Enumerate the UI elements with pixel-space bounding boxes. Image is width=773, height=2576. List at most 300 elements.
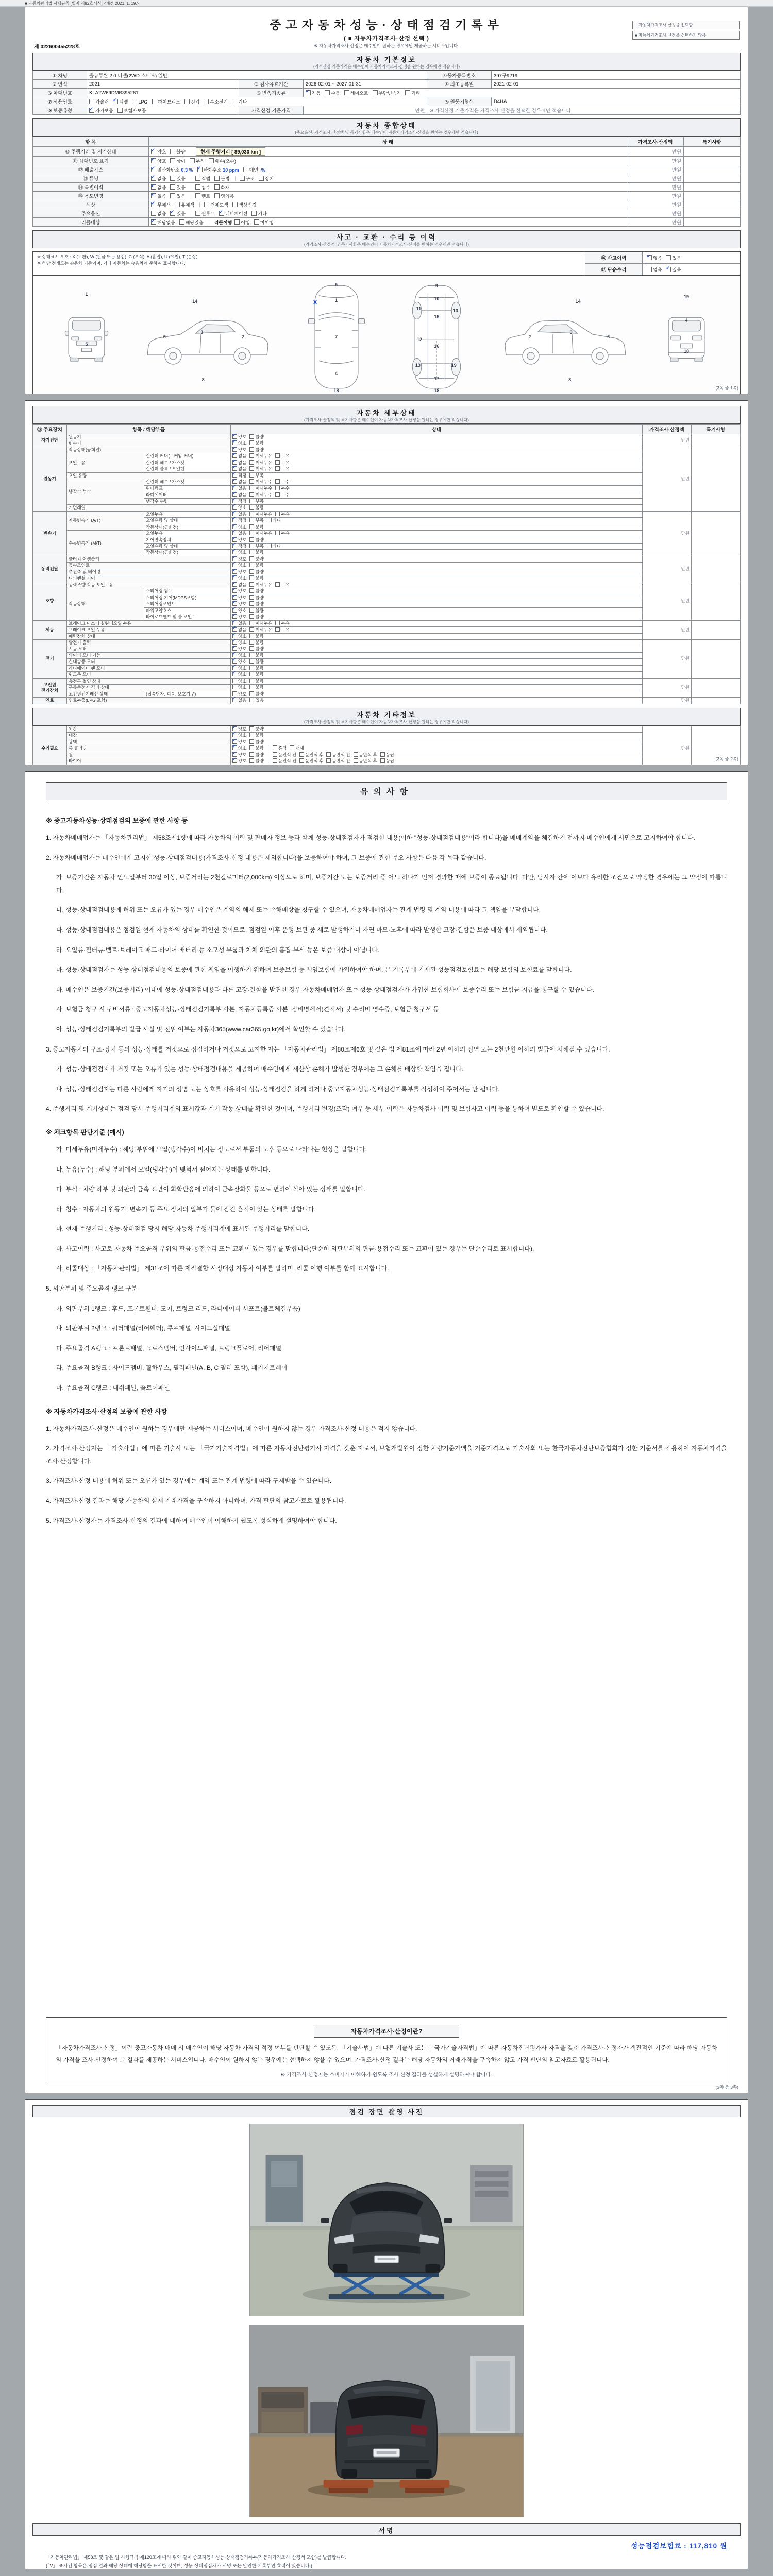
checkbox-icon[interactable] bbox=[190, 158, 195, 163]
option-있음[interactable]: 있음 bbox=[170, 193, 185, 199]
option-불량[interactable]: 불량 bbox=[249, 640, 263, 646]
checkbox-icon[interactable] bbox=[249, 524, 254, 529]
option-미세누수[interactable]: 미세누수 bbox=[249, 486, 272, 492]
checkbox-icon[interactable] bbox=[232, 512, 237, 516]
checkbox-icon[interactable] bbox=[232, 440, 237, 445]
option-양호[interactable]: ✔ 양호 bbox=[232, 588, 246, 594]
checkbox-icon[interactable] bbox=[647, 255, 652, 260]
checkbox-icon[interactable] bbox=[249, 659, 254, 664]
checkbox-icon[interactable] bbox=[195, 211, 200, 216]
checkbox-icon[interactable] bbox=[267, 518, 272, 522]
checkbox-icon[interactable] bbox=[204, 202, 209, 207]
option-전체도색[interactable]: 전체도색 bbox=[204, 201, 228, 208]
option-불량[interactable]: 불량 bbox=[249, 691, 263, 697]
checkbox-icon[interactable] bbox=[249, 550, 254, 554]
option-미세누유[interactable]: 미세누유 bbox=[249, 466, 272, 472]
checkbox-icon[interactable] bbox=[204, 99, 209, 104]
option-양호[interactable]: ✔ 양호 bbox=[232, 563, 246, 568]
option-상이[interactable]: 상이 bbox=[170, 158, 185, 164]
option-미세누유[interactable]: 미세누유 bbox=[249, 627, 272, 633]
option-누유[interactable]: 누유 bbox=[275, 460, 289, 466]
checkbox-icon[interactable] bbox=[170, 193, 175, 198]
checkbox-icon[interactable] bbox=[249, 601, 254, 606]
checkbox-icon[interactable] bbox=[249, 531, 254, 535]
option-불량[interactable]: 불량 bbox=[249, 679, 263, 684]
option-훼손(오손)[interactable]: 훼손(오손) bbox=[209, 158, 236, 164]
checkbox-icon[interactable] bbox=[275, 479, 280, 484]
option-양호[interactable]: ✔ 양호 bbox=[151, 158, 166, 164]
option-색상변경[interactable]: 색상변경 bbox=[232, 201, 257, 208]
option-해당있음[interactable]: 해당있음 bbox=[179, 219, 204, 226]
checkbox-icon[interactable] bbox=[249, 653, 254, 657]
option-없음[interactable]: ✔ 없음 bbox=[232, 531, 246, 536]
option-불량[interactable]: 불량 bbox=[249, 563, 263, 568]
option-없음[interactable]: ✔ 없음 bbox=[232, 453, 246, 459]
checkbox-icon[interactable] bbox=[299, 758, 304, 763]
option-양호[interactable]: ✔ 양호 bbox=[232, 646, 246, 652]
checkbox-icon[interactable] bbox=[232, 758, 237, 763]
checkbox-icon[interactable] bbox=[249, 666, 254, 670]
option-누수[interactable]: 누수 bbox=[275, 492, 289, 498]
option-누유[interactable]: 누유 bbox=[275, 627, 289, 633]
checkbox-icon[interactable] bbox=[249, 752, 254, 757]
option-LPG[interactable]: LPG bbox=[132, 99, 147, 105]
option-양호[interactable]: ✔ 양호 bbox=[232, 601, 246, 607]
checkbox-icon[interactable] bbox=[232, 460, 237, 465]
option-양호[interactable]: ✔ 양호 bbox=[232, 752, 246, 758]
checkbox-icon[interactable] bbox=[249, 556, 254, 561]
checkbox-icon[interactable] bbox=[175, 202, 180, 207]
checkbox-icon[interactable] bbox=[306, 90, 311, 95]
checkbox-icon[interactable] bbox=[290, 745, 294, 750]
checkbox-icon[interactable] bbox=[151, 158, 156, 163]
checkbox-icon[interactable] bbox=[249, 518, 254, 522]
option-부족[interactable]: 부족 bbox=[249, 518, 263, 523]
option-유채색[interactable]: 유채색 bbox=[175, 201, 194, 208]
checkbox-icon[interactable] bbox=[254, 219, 259, 225]
checkbox-icon[interactable] bbox=[666, 267, 671, 272]
option-누유[interactable]: 누유 bbox=[275, 531, 289, 536]
option-미세누유[interactable]: 미세누유 bbox=[249, 582, 272, 588]
checkbox-icon[interactable] bbox=[195, 176, 200, 181]
option-양호[interactable]: ✔ 양호 bbox=[232, 434, 246, 440]
option-냄새[interactable]: 냄새 bbox=[290, 745, 304, 751]
checkbox-icon[interactable] bbox=[249, 646, 254, 651]
checkbox-icon[interactable] bbox=[249, 691, 254, 696]
option-불량[interactable]: 불량 bbox=[249, 666, 263, 671]
checkbox-icon[interactable] bbox=[249, 499, 254, 503]
checkbox-icon[interactable] bbox=[249, 627, 254, 632]
checkbox-icon[interactable] bbox=[251, 211, 257, 216]
option-응급[interactable]: 응급 bbox=[380, 758, 394, 764]
checkbox-icon[interactable] bbox=[249, 614, 254, 619]
option-양호[interactable]: ✔ 양호 bbox=[232, 758, 246, 764]
option-없음[interactable]: 없음 bbox=[151, 210, 166, 217]
checkbox-icon[interactable] bbox=[249, 672, 254, 676]
checkbox-icon[interactable] bbox=[232, 582, 237, 587]
checkbox-icon[interactable] bbox=[234, 219, 240, 225]
checkbox-icon[interactable] bbox=[249, 466, 254, 471]
checkbox-icon[interactable] bbox=[232, 524, 237, 529]
checkbox-icon[interactable] bbox=[214, 184, 220, 190]
option-불량[interactable]: 불량 bbox=[249, 733, 263, 738]
option-없음[interactable]: ✔ 없음 bbox=[232, 627, 246, 633]
option-불량[interactable]: 불량 bbox=[249, 659, 263, 665]
option-양호[interactable]: ✔ 양호 bbox=[232, 634, 246, 639]
checkbox-icon[interactable] bbox=[249, 726, 254, 731]
option-없음[interactable]: ✔ 없음 bbox=[232, 486, 246, 492]
option-양호[interactable]: ✔ 양호 bbox=[232, 653, 246, 658]
checkbox-icon[interactable] bbox=[232, 745, 237, 750]
option-불량[interactable]: 불량 bbox=[249, 614, 263, 620]
checkbox-icon[interactable] bbox=[151, 184, 156, 190]
checkbox-icon[interactable] bbox=[179, 219, 184, 225]
checkbox-icon[interactable] bbox=[89, 108, 94, 113]
option-불량[interactable]: 불량 bbox=[249, 752, 263, 758]
option-하이브리드[interactable]: 하이브리드 bbox=[152, 98, 180, 105]
checkbox-icon[interactable] bbox=[354, 758, 358, 763]
checkbox-icon[interactable] bbox=[273, 758, 277, 763]
checkbox-icon[interactable] bbox=[249, 460, 254, 465]
checkbox-icon[interactable] bbox=[344, 90, 349, 95]
checkbox-icon[interactable] bbox=[249, 569, 254, 574]
option-부식[interactable]: 부식 bbox=[190, 158, 205, 164]
checkbox-icon[interactable] bbox=[232, 608, 237, 613]
checkbox-icon[interactable] bbox=[249, 544, 254, 548]
option-불량[interactable]: 불량 bbox=[249, 440, 263, 446]
checkbox-icon[interactable] bbox=[249, 473, 254, 478]
checkbox-icon[interactable] bbox=[232, 473, 237, 478]
checkbox-icon[interactable] bbox=[232, 595, 237, 600]
option-불량[interactable]: 불량 bbox=[249, 569, 263, 575]
checkbox-icon[interactable] bbox=[249, 588, 254, 593]
checkbox-icon[interactable] bbox=[232, 666, 237, 670]
option-불량[interactable]: 불량 bbox=[249, 505, 263, 511]
option-없음[interactable]: ✔ 없음 bbox=[232, 466, 246, 472]
checkbox-icon[interactable] bbox=[249, 447, 254, 452]
option-양호[interactable]: ✔ 양호 bbox=[232, 733, 246, 738]
option-과다[interactable]: 과다 bbox=[267, 544, 281, 549]
option-전기[interactable]: 전기 bbox=[184, 98, 199, 105]
option-미세누수[interactable]: 미세누수 bbox=[249, 479, 272, 485]
option-불량[interactable] bbox=[249, 765, 263, 766]
option-불량[interactable]: 불량 bbox=[249, 672, 263, 677]
checkbox-icon[interactable] bbox=[249, 582, 254, 587]
checkbox-icon[interactable] bbox=[152, 99, 157, 104]
option-운전석 전[interactable]: 운전석 전 bbox=[273, 758, 296, 764]
option-없음[interactable]: ✔ 없음 bbox=[232, 492, 246, 498]
checkbox-icon[interactable] bbox=[259, 176, 264, 181]
option-불량[interactable]: 불량 bbox=[249, 550, 263, 555]
option-없음[interactable]: ✔ 없음 bbox=[232, 479, 246, 485]
checkbox-icon[interactable] bbox=[232, 640, 237, 645]
checkbox-icon[interactable] bbox=[249, 440, 254, 445]
option-불량[interactable]: 불량 bbox=[249, 739, 263, 745]
option-불량[interactable]: 불량 bbox=[249, 447, 263, 453]
checkbox-icon[interactable] bbox=[151, 193, 156, 198]
option-없음[interactable]: ✔ 없음 bbox=[232, 698, 246, 703]
option-장치[interactable]: 장치 bbox=[259, 175, 274, 182]
checkbox-icon[interactable] bbox=[170, 211, 175, 216]
checkbox-icon[interactable] bbox=[232, 434, 237, 439]
checkbox-icon[interactable] bbox=[151, 202, 156, 207]
option-누유[interactable]: 누유 bbox=[275, 453, 289, 459]
checkbox-icon[interactable] bbox=[232, 499, 237, 503]
checkbox-icon[interactable] bbox=[275, 460, 280, 465]
option-디젤[interactable]: ✔ 디젤 bbox=[113, 98, 128, 105]
option-운전석 후[interactable]: 운전석 후 bbox=[299, 758, 323, 764]
option-미이행[interactable]: 미이행 bbox=[254, 219, 274, 226]
option-양호[interactable]: ✔ 양호 bbox=[151, 148, 166, 155]
option-양호[interactable]: ✔ 양호 bbox=[232, 537, 246, 543]
checkbox-icon[interactable] bbox=[275, 512, 280, 516]
option-구조[interactable]: 구조 bbox=[240, 175, 255, 182]
option-불량[interactable]: 불량 bbox=[249, 537, 263, 543]
option-양호[interactable]: ✔ 양호 bbox=[232, 440, 246, 446]
checkbox-icon[interactable] bbox=[232, 627, 237, 632]
option-누수[interactable]: 누수 bbox=[275, 486, 289, 492]
option-양호[interactable]: ✔ 양호 bbox=[232, 614, 246, 620]
option-양호[interactable]: ✔ 양호 bbox=[232, 524, 246, 530]
option-양호[interactable]: 양호 bbox=[232, 679, 246, 684]
option-불량[interactable]: 불량 bbox=[249, 653, 263, 658]
option-기타[interactable]: 기타 bbox=[405, 90, 420, 96]
checkbox-icon[interactable] bbox=[273, 745, 277, 750]
option-적법[interactable]: 적법 bbox=[195, 175, 210, 182]
checkbox-icon[interactable] bbox=[151, 211, 156, 216]
checkbox-icon[interactable] bbox=[249, 434, 254, 439]
option-양호[interactable]: ✔ 양호 bbox=[232, 550, 246, 555]
checkbox-icon[interactable] bbox=[197, 167, 203, 172]
checkbox-icon[interactable] bbox=[232, 486, 237, 490]
option-네비게이션[interactable]: ✔ 네비게이션 bbox=[219, 210, 247, 217]
option-동반석 후[interactable]: 동반석 후 bbox=[354, 758, 377, 764]
checkbox-icon[interactable] bbox=[275, 627, 280, 632]
option-부족[interactable]: 부족 bbox=[249, 499, 263, 504]
checkbox-icon[interactable] bbox=[249, 492, 254, 497]
option-불량[interactable]: 불량 bbox=[249, 685, 263, 690]
option-누수[interactable]: 누수 bbox=[275, 479, 289, 485]
option-없음[interactable]: ✔ 없음 bbox=[647, 253, 662, 262]
checkbox-icon[interactable] bbox=[170, 158, 175, 163]
checkbox-icon[interactable] bbox=[232, 575, 237, 580]
checkbox-icon[interactable] bbox=[232, 659, 237, 664]
checkbox-icon[interactable] bbox=[299, 752, 304, 757]
option-양호[interactable]: ✔ 양호 bbox=[232, 569, 246, 575]
checkbox-icon[interactable] bbox=[326, 752, 331, 757]
checkbox-icon[interactable] bbox=[232, 653, 237, 657]
option-해당없음[interactable]: ✔ 해당없음 bbox=[151, 219, 175, 226]
checkbox-icon[interactable] bbox=[232, 505, 237, 510]
option-운전석 후[interactable]: 운전석 후 bbox=[299, 752, 323, 758]
checkbox-icon[interactable] bbox=[232, 492, 237, 497]
checkbox-icon[interactable] bbox=[249, 608, 254, 613]
option-자동[interactable]: ✔ 자동 bbox=[306, 90, 321, 96]
option-양호[interactable]: ✔ 양호 bbox=[232, 640, 246, 646]
checkbox-icon[interactable] bbox=[232, 672, 237, 676]
option-적정[interactable]: ✔ 적정 bbox=[232, 544, 246, 549]
option-수소전기[interactable]: 수소전기 bbox=[204, 98, 228, 105]
checkbox-icon[interactable] bbox=[132, 99, 137, 104]
option-부족[interactable]: 부족 bbox=[249, 544, 263, 549]
option-자가보증[interactable]: ✔ 자가보증 bbox=[89, 107, 113, 114]
option-불량[interactable]: 불량 bbox=[249, 556, 263, 562]
checkbox-icon[interactable] bbox=[117, 108, 123, 113]
option-미세누유[interactable]: 미세누유 bbox=[249, 460, 272, 466]
checkbox-icon[interactable] bbox=[380, 758, 385, 763]
checkbox-icon[interactable] bbox=[232, 691, 237, 696]
checkbox-icon[interactable] bbox=[232, 556, 237, 561]
checkbox-icon[interactable] bbox=[151, 167, 156, 172]
checkbox-icon[interactable] bbox=[232, 733, 237, 737]
option-누유[interactable]: 누유 bbox=[275, 466, 289, 472]
option-있음[interactable]: ✔ 있음 bbox=[170, 210, 185, 217]
checkbox-icon[interactable] bbox=[232, 99, 237, 104]
option-미세누유[interactable]: 미세누유 bbox=[249, 453, 272, 459]
option-불량[interactable]: 불량 bbox=[249, 726, 263, 732]
checkbox-icon[interactable] bbox=[275, 492, 280, 497]
option-미세누유[interactable]: 미세누유 bbox=[249, 621, 272, 626]
checkbox-icon[interactable] bbox=[249, 685, 254, 689]
option-없음[interactable]: ✔ 없음 bbox=[232, 460, 246, 466]
option-무단변속기[interactable]: 무단변속기 bbox=[373, 90, 401, 96]
checkbox-icon[interactable] bbox=[249, 563, 254, 567]
option-누유[interactable]: 누유 bbox=[275, 582, 289, 588]
checkbox-icon[interactable] bbox=[151, 176, 156, 181]
option-불량[interactable]: 불량 bbox=[249, 524, 263, 530]
checkbox-icon[interactable] bbox=[249, 640, 254, 645]
option-양호[interactable]: 양호 bbox=[232, 685, 246, 690]
option-썬루프[interactable]: 썬루프 bbox=[195, 210, 215, 217]
option-있음[interactable]: 있음 bbox=[249, 698, 263, 703]
checkbox-icon[interactable] bbox=[232, 588, 237, 593]
checkbox-icon[interactable] bbox=[405, 90, 410, 95]
option-렌트[interactable]: 렌트 bbox=[195, 193, 210, 199]
option-가솔린[interactable]: 가솔린 bbox=[89, 98, 109, 105]
option-불량[interactable]: 불량 bbox=[249, 634, 263, 639]
checkbox-icon[interactable] bbox=[249, 679, 254, 683]
checkbox-icon[interactable] bbox=[249, 765, 254, 766]
checkbox-icon[interactable] bbox=[249, 739, 254, 744]
checkbox-icon[interactable] bbox=[232, 447, 237, 452]
option-불법[interactable]: 불법 bbox=[214, 175, 229, 182]
option-적정[interactable]: ✔ 적정 bbox=[232, 473, 246, 479]
checkbox-icon[interactable] bbox=[249, 575, 254, 580]
checkbox-icon[interactable] bbox=[273, 752, 277, 757]
checkbox-icon[interactable] bbox=[354, 752, 358, 757]
option-동반석 전[interactable]: 동반석 전 bbox=[326, 758, 350, 764]
checkbox-icon[interactable] bbox=[195, 184, 200, 190]
checkbox-icon[interactable] bbox=[326, 758, 331, 763]
option-동반석 후[interactable]: 동반석 후 bbox=[354, 752, 377, 758]
option-무채색[interactable]: ✔ 무채색 bbox=[151, 201, 171, 208]
checkbox-icon[interactable] bbox=[232, 685, 237, 689]
checkbox-icon[interactable] bbox=[214, 176, 220, 181]
option-기타[interactable]: 기타 bbox=[232, 98, 247, 105]
option-이행[interactable]: 이행 bbox=[234, 219, 249, 226]
option-없음[interactable]: ✔ 없음 bbox=[232, 512, 246, 517]
checkbox-icon[interactable] bbox=[219, 211, 224, 216]
option-누유[interactable]: 누유 bbox=[275, 621, 289, 626]
checkbox-icon[interactable] bbox=[249, 698, 254, 702]
checkbox-icon[interactable] bbox=[170, 176, 175, 181]
checkbox-icon[interactable] bbox=[373, 90, 378, 95]
price-survey-select-option[interactable]: □ 자동차가격조사·산정을 선택함 bbox=[632, 21, 740, 29]
option-운전석 전[interactable]: 운전석 전 bbox=[273, 752, 296, 758]
option-적정[interactable]: ✔ 적정 bbox=[232, 518, 246, 523]
checkbox-icon[interactable] bbox=[249, 758, 254, 763]
checkbox-icon[interactable] bbox=[240, 176, 245, 181]
option-불량[interactable]: 불량 bbox=[249, 601, 263, 607]
option-탄화수소[interactable]: ✔ 탄화수소 10 ppm bbox=[197, 166, 239, 173]
checkbox-icon[interactable] bbox=[151, 149, 156, 154]
checkbox-icon[interactable] bbox=[243, 167, 248, 172]
option-양호[interactable]: ✔ 양호 bbox=[232, 672, 246, 677]
checkbox-icon[interactable] bbox=[232, 679, 237, 683]
option-불량[interactable]: 불량 bbox=[170, 148, 185, 155]
checkbox-icon[interactable] bbox=[232, 698, 237, 702]
option-흔적[interactable]: 흔적 bbox=[273, 745, 287, 751]
option-없음[interactable]: ✔ 없음 bbox=[151, 175, 166, 182]
option-양호[interactable]: ✔ 양호 bbox=[232, 505, 246, 511]
checkbox-icon[interactable] bbox=[232, 202, 238, 207]
checkbox-icon[interactable] bbox=[232, 569, 237, 574]
option-양호[interactable]: ✔ 양호 bbox=[232, 608, 246, 614]
option-불량[interactable]: 불량 bbox=[249, 595, 263, 601]
checkbox-icon[interactable] bbox=[275, 531, 280, 535]
checkbox-icon[interactable] bbox=[249, 733, 254, 737]
option-양호[interactable]: ✔ 양호 bbox=[232, 739, 246, 745]
option-미세누유[interactable]: 미세누유 bbox=[249, 512, 272, 517]
option-응급[interactable]: 응급 bbox=[380, 752, 394, 758]
checkbox-icon[interactable] bbox=[232, 479, 237, 484]
option-적정[interactable]: ✔ 적정 bbox=[232, 499, 246, 504]
checkbox-icon[interactable] bbox=[647, 267, 652, 272]
option-일산화탄소[interactable]: ✔ 일산화탄소 0.3 % bbox=[151, 166, 193, 173]
checkbox-icon[interactable] bbox=[232, 634, 237, 638]
checkbox-icon[interactable] bbox=[184, 99, 190, 104]
checkbox-icon[interactable] bbox=[275, 621, 280, 625]
price-survey-noselect-option[interactable]: ■ 자동차가격조사·산정을 선택하지 않음 bbox=[632, 31, 740, 40]
option-없음[interactable]: ✔ 없음 bbox=[232, 621, 246, 626]
option-양호[interactable]: ✔ 양호 bbox=[232, 447, 246, 453]
checkbox-icon[interactable] bbox=[113, 99, 118, 104]
checkbox-icon[interactable] bbox=[214, 193, 220, 198]
checkbox-icon[interactable] bbox=[170, 149, 175, 154]
checkbox-icon[interactable] bbox=[232, 550, 237, 554]
checkbox-icon[interactable] bbox=[232, 726, 237, 731]
checkbox-icon[interactable] bbox=[232, 544, 237, 548]
option-불량[interactable]: 불량 bbox=[249, 745, 263, 751]
option-불량[interactable]: 불량 bbox=[249, 758, 263, 764]
option-과다[interactable]: 과다 bbox=[267, 518, 281, 523]
checkbox-icon[interactable] bbox=[232, 453, 237, 458]
checkbox-icon[interactable] bbox=[249, 537, 254, 542]
checkbox-icon[interactable] bbox=[249, 634, 254, 638]
checkbox-icon[interactable] bbox=[249, 453, 254, 458]
checkbox-icon[interactable] bbox=[380, 752, 385, 757]
option-양호[interactable]: ✔ 양호 bbox=[232, 726, 246, 732]
option-양호[interactable]: ✔ 양호 bbox=[232, 666, 246, 671]
checkbox-icon[interactable] bbox=[232, 518, 237, 522]
option-양호[interactable] bbox=[232, 765, 246, 766]
checkbox-icon[interactable] bbox=[232, 646, 237, 651]
option-양호[interactable]: ✔ 양호 bbox=[232, 659, 246, 665]
checkbox-icon[interactable] bbox=[267, 544, 272, 548]
option-수동[interactable]: 수동 bbox=[325, 90, 340, 96]
checkbox-icon[interactable] bbox=[249, 745, 254, 750]
checkbox-icon[interactable] bbox=[249, 512, 254, 516]
